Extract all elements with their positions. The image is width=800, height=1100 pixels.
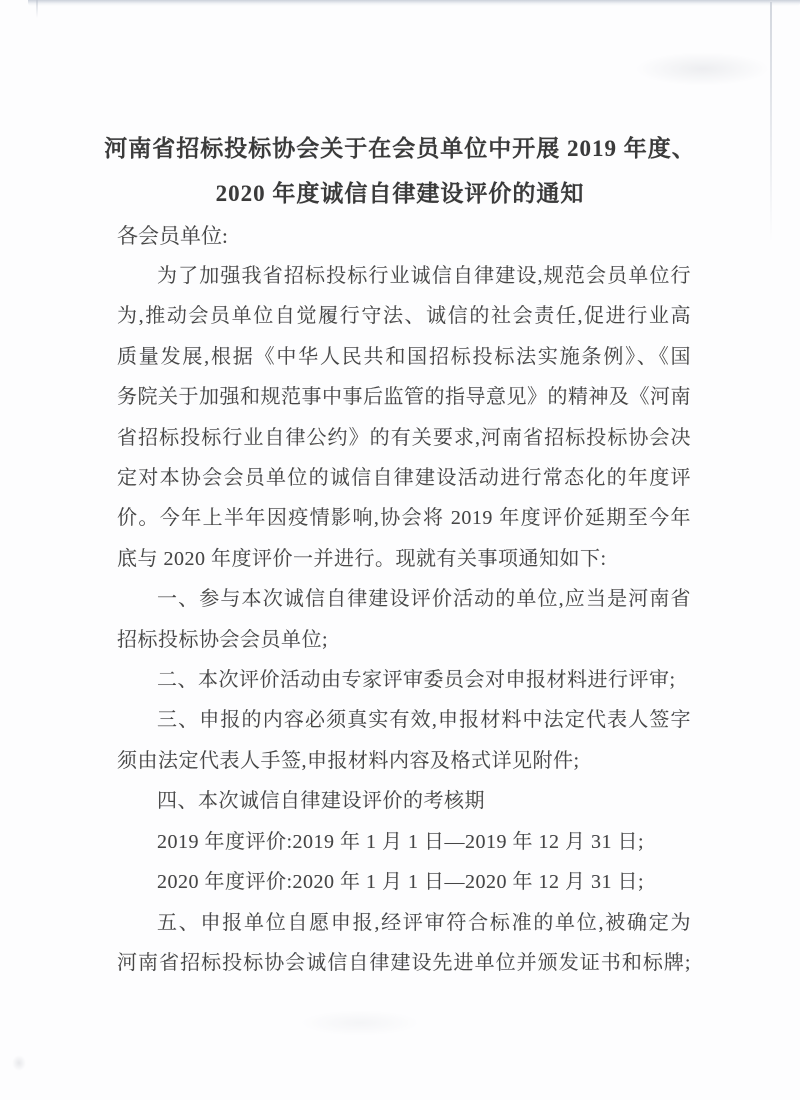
document-title (56, 126, 744, 216)
body-line: 招标投标协会会员单位; (117, 628, 329, 651)
body-line: 定对本协会会员单位的诚信自律建设活动进行常态化的年度评 (117, 467, 691, 490)
body-line: 质量发展,根据《中华人民共和国招标投标法实施条例》、《国 (117, 345, 691, 368)
body-line: 2020 年度评价:2020 年 1 月 1 日—2020 年 12 月 31 日; (157, 871, 645, 894)
body-line: 底与 2020 年度评价一并进行。现就有关事项通知如下: (117, 547, 607, 570)
title-line-1: 河南省招标投标协会关于在会员单位中开展 2019 年度、 (104, 136, 696, 161)
body-line: 价。今年上半年因疫情影响,协会将 2019 年度评价延期至今年 (117, 507, 691, 530)
body-line: 省招标投标行业自律公约》的有关要求,河南省招标投标协会决 (117, 426, 691, 449)
body-line: 一、参与本次诚信自律建设评价活动的单位,应当是河南省 (157, 588, 691, 611)
scan-smudge (300, 1010, 420, 1036)
body-line: 务院关于加强和规范事中事后监管的指导意见》的精神及《河南 (117, 386, 691, 409)
scan-speck (12, 1055, 26, 1071)
body-line: 三、申报的内容必须真实有效,申报材料中法定代表人签字 (157, 709, 691, 732)
body-line: 二、本次评价活动由专家评审委员会对申报材料进行评审; (157, 669, 676, 692)
scan-smudge (635, 52, 770, 86)
document-body (117, 256, 691, 983)
title-line-2: 2020 年度诚信自律建设评价的通知 (215, 181, 585, 206)
body-line: 四、本次诚信自律建设评价的考核期 (157, 790, 485, 813)
body-line: 河南省招标投标协会诚信自律建设先进单位并颁发证书和标牌; (117, 951, 691, 974)
body-line: 为了加强我省招标投标行业诚信自律建设,规范会员单位行 (157, 265, 691, 287)
scan-edge-top (28, 0, 800, 6)
scan-edge-notch (36, 0, 38, 18)
body-line: 须由法定代表人手签,申报材料内容及格式详见附件; (117, 749, 580, 772)
body-line: 五、申报单位自愿申报,经评审符合标准的单位,被确定为 (157, 911, 691, 934)
salutation: 各会员单位: (117, 224, 228, 248)
body-line: 2019 年度评价:2019 年 1 月 1 日—2019 年 12 月 31 日; (157, 830, 645, 853)
body-line: 为,推动会员单位自觉履行守法、诚信的社会责任,促进行业高 (117, 305, 691, 328)
scan-edge-right (770, 2, 772, 242)
